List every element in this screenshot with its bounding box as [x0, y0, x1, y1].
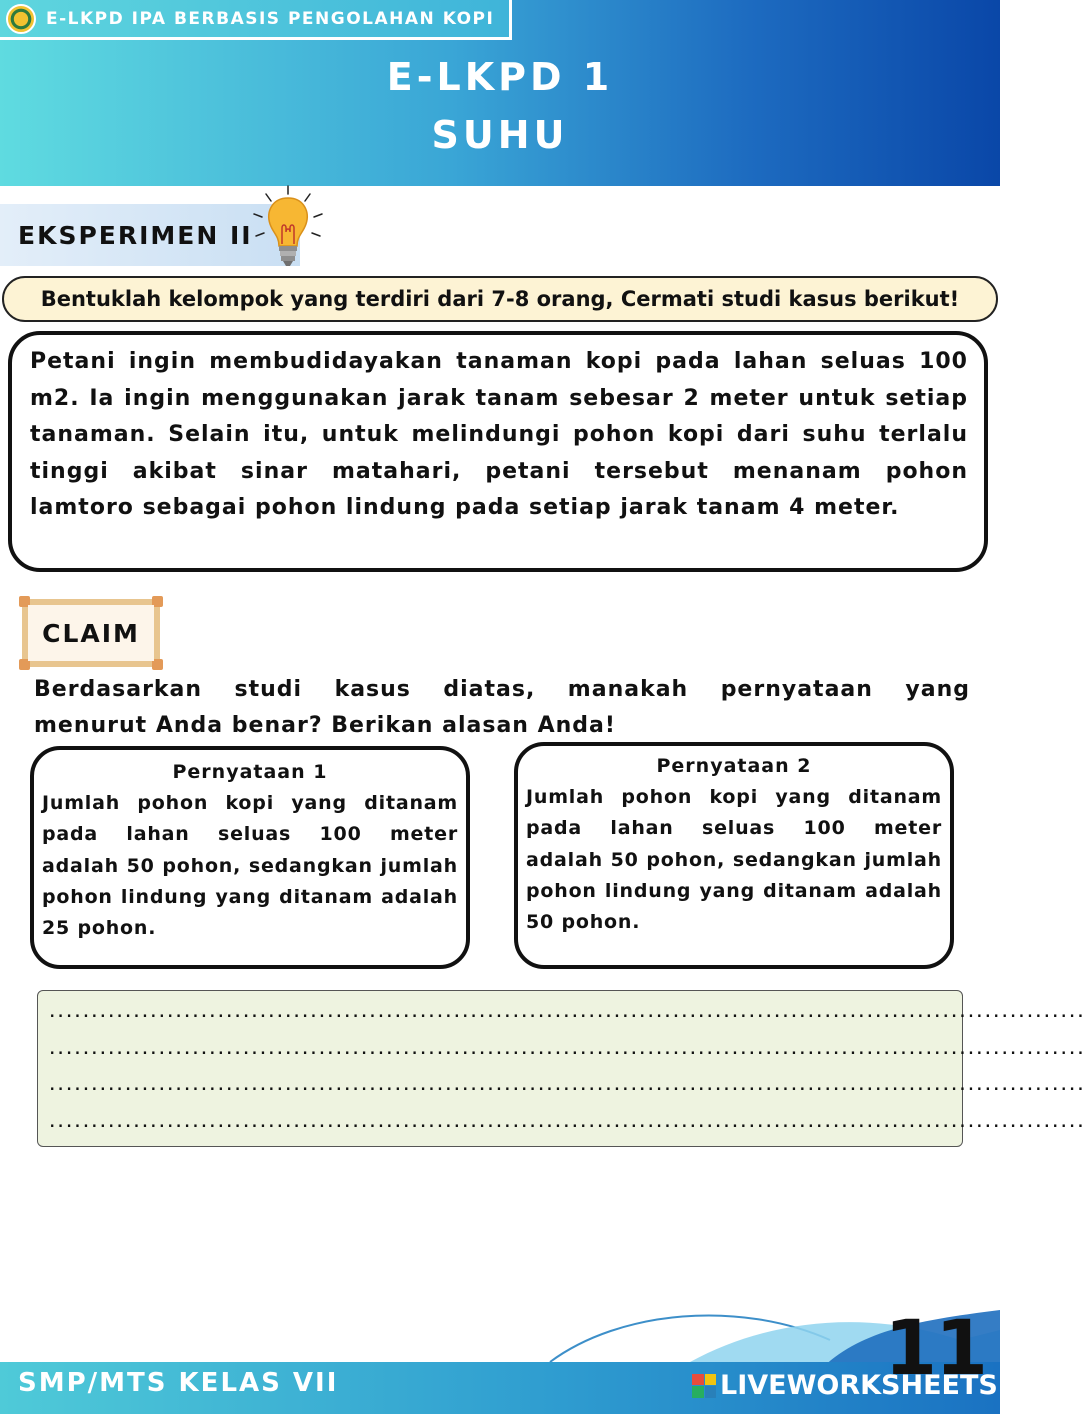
statement-2-card[interactable] — [514, 742, 954, 969]
page-title: E-LKPD 1 — [386, 55, 614, 99]
claim-frame — [22, 599, 160, 667]
lightbulb-icon — [248, 184, 328, 272]
answer-line: ........................................................................................................................... — [48, 1005, 1085, 1021]
claim-question — [34, 672, 970, 744]
page-subtitle: SUHU — [431, 113, 569, 157]
experiment-label: EKSPERIMEN II — [0, 204, 300, 266]
claim-question-line1: Berdasarkan studi kasus diatas, manakah pernyataan yang — [34, 677, 970, 702]
statement-2-title: Pernyataan 2 — [656, 755, 812, 777]
answer-input-area[interactable] — [37, 990, 1085, 1147]
grade-level: SMP/MTS KELAS VII — [18, 1368, 339, 1398]
liveworksheets-logo-icon — [692, 1374, 716, 1398]
case-study-text: Petani ingin membudidayakan tanaman kopi pada lahan seluas 100 m2. Ia ingin menggunakan jarak tanam sebesar 2 meter untuk setiap tanaman. Selain itu, untuk melindungi pohon kopi dari suhu terlalu tinggi akibat sinar matahari, petani tersebut menanam pohon lamtoro sebagai pohon lindung pada setiap jarak tanam 4 meter. — [30, 349, 968, 520]
school-logo-icon — [6, 4, 36, 34]
answer-line: ........................................................................................................................... — [48, 1114, 1085, 1131]
case-study-box — [8, 331, 988, 572]
answer-line: ........................................................................................................................... — [48, 1078, 1085, 1094]
statement-1-title: Pernyataan 1 — [172, 761, 328, 783]
statement-2-body: Jumlah pohon kopi yang ditanam pada lahan seluas 100 meter adalah 50 pohon, sedangkan jumlah pohon lindung yang ditanam adalah 50 pohon. — [526, 786, 942, 934]
answer-line: ........................................................................................................................... — [48, 1041, 1085, 1058]
page-number: 11 — [884, 1303, 986, 1392]
statement-1-body: Jumlah pohon kopi yang ditanam pada lahan seluas 100 meter adalah 50 pohon, sedangkan jumlah pohon lindung yang ditanam adalah 25 pohon. — [42, 792, 458, 940]
top-tab — [0, 0, 512, 40]
claim-label: CLAIM — [28, 605, 154, 661]
liveworksheets-brand[interactable] — [692, 1370, 998, 1401]
group-instruction: Bentuklah kelompok yang terdiri dari 7-8 orang, Cermati studi kasus berikut! — [2, 276, 998, 322]
liveworksheets-label: LIVEWORKSHEETS — [720, 1370, 998, 1401]
statement-1-card[interactable] — [30, 746, 470, 969]
claim-question-line2: menurut Anda benar? Berikan alasan Anda! — [34, 713, 616, 738]
tab-title: E-LKPD IPA BERBASIS PENGOLAHAN KOPI — [46, 8, 495, 29]
